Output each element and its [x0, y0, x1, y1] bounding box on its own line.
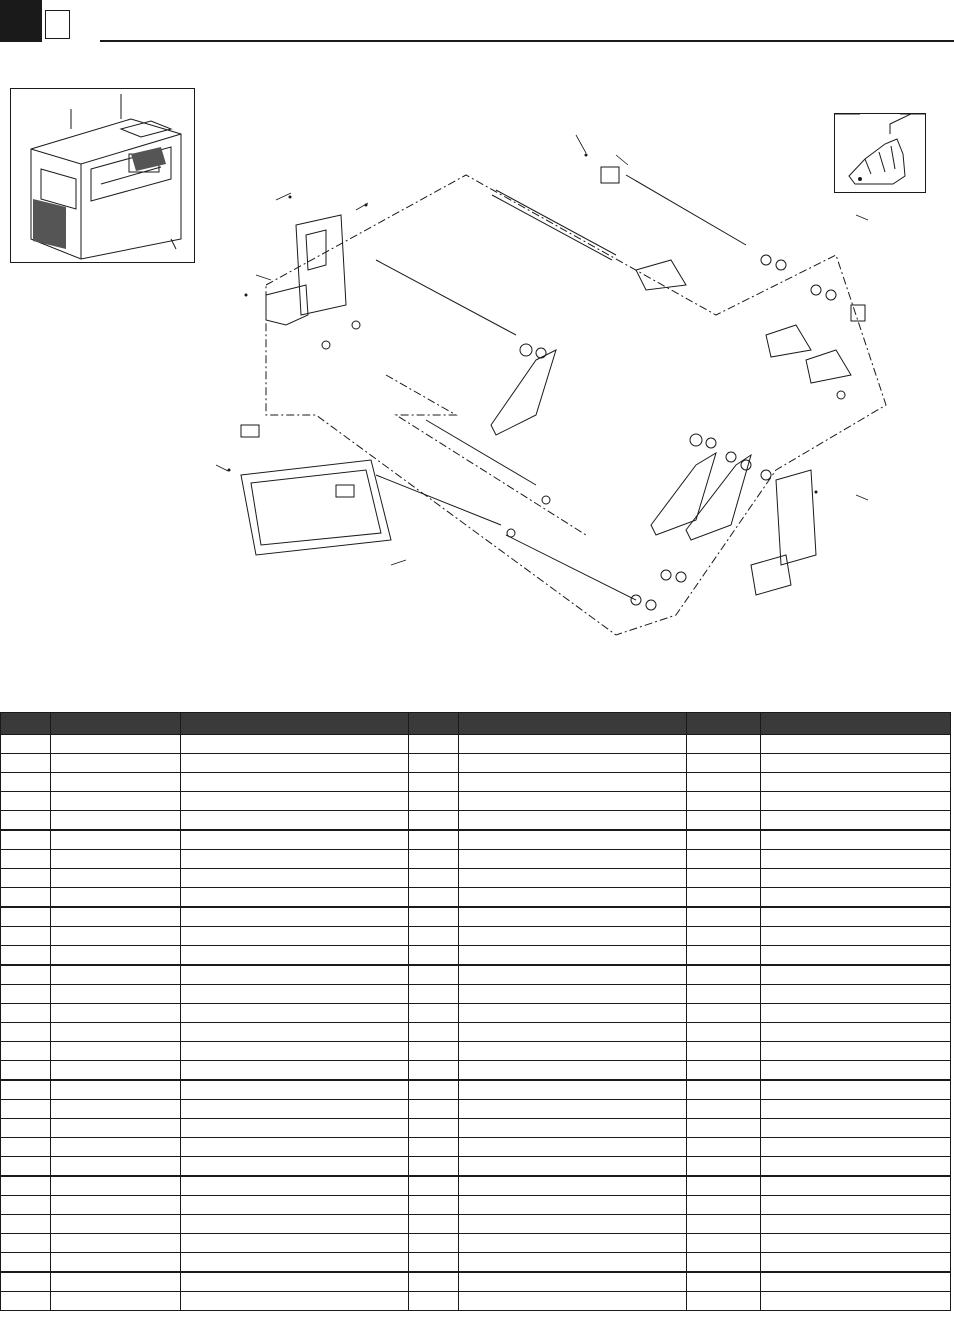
table-cell	[459, 1080, 687, 1100]
table-cell	[459, 946, 687, 966]
table-row	[1, 1253, 951, 1273]
table-cell	[51, 1234, 181, 1253]
table-row	[1, 735, 951, 754]
table-cell	[409, 1234, 459, 1253]
table-cell	[1, 773, 51, 792]
table-cell	[459, 1119, 687, 1138]
table-cell	[409, 754, 459, 773]
table-cell	[1, 1157, 51, 1177]
table-cell	[459, 1042, 687, 1061]
table-cell	[409, 1080, 459, 1100]
table-row	[1, 754, 951, 773]
table-cell	[761, 773, 951, 792]
table-row	[1, 830, 951, 850]
table-cell	[51, 754, 181, 773]
table-cell	[409, 907, 459, 927]
col-header-1	[1, 713, 51, 735]
table-cell	[687, 1138, 761, 1157]
table-cell	[459, 773, 687, 792]
table-row	[1, 1080, 951, 1100]
table-cell	[181, 1157, 409, 1177]
table-cell	[51, 1119, 181, 1138]
table-cell	[761, 907, 951, 927]
table-cell	[51, 927, 181, 946]
table-cell	[409, 1272, 459, 1292]
table-cell	[459, 735, 687, 754]
table-cell	[1, 811, 51, 831]
table-cell	[51, 1042, 181, 1061]
table-row	[1, 1196, 951, 1215]
header-rule	[100, 40, 954, 42]
table-cell	[761, 927, 951, 946]
table-row	[1, 1157, 951, 1177]
table-cell	[761, 830, 951, 850]
table-cell	[687, 1292, 761, 1311]
table-cell	[761, 1119, 951, 1138]
table-cell	[1, 927, 51, 946]
table-cell	[51, 1157, 181, 1177]
table-row	[1, 1234, 951, 1253]
table-cell	[687, 1196, 761, 1215]
table-cell	[761, 1176, 951, 1196]
table-cell	[761, 1196, 951, 1215]
table-row	[1, 927, 951, 946]
table-cell	[1, 1119, 51, 1138]
table-cell	[181, 1176, 409, 1196]
table-cell	[761, 792, 951, 811]
table-cell	[1, 1042, 51, 1061]
table-cell	[51, 773, 181, 792]
table-cell	[459, 1100, 687, 1119]
table-cell	[181, 1061, 409, 1081]
table-cell	[181, 1196, 409, 1215]
table-cell	[687, 965, 761, 985]
table-cell	[687, 1042, 761, 1061]
table-cell	[51, 1004, 181, 1023]
table-cell	[761, 869, 951, 888]
table-cell	[1, 735, 51, 754]
table-cell	[459, 850, 687, 869]
table-cell	[51, 946, 181, 966]
col-header-5	[459, 713, 687, 735]
table-cell	[1, 1004, 51, 1023]
table-cell	[409, 1138, 459, 1157]
table-cell	[459, 1004, 687, 1023]
table-cell	[687, 1272, 761, 1292]
table-cell	[409, 965, 459, 985]
table-cell	[181, 830, 409, 850]
table-cell	[1, 1253, 51, 1273]
table-cell	[409, 869, 459, 888]
table-cell	[181, 1215, 409, 1234]
table-cell	[181, 850, 409, 869]
table-cell	[51, 1080, 181, 1100]
table-cell	[761, 1061, 951, 1081]
table-cell	[687, 907, 761, 927]
table-cell	[181, 1080, 409, 1100]
table-cell	[181, 869, 409, 888]
table-cell	[761, 1253, 951, 1273]
table-cell	[687, 830, 761, 850]
table-row	[1, 1138, 951, 1157]
table-cell	[409, 1157, 459, 1177]
table-cell	[761, 811, 951, 831]
table-cell	[687, 1100, 761, 1119]
table-cell	[409, 927, 459, 946]
table-cell	[761, 1234, 951, 1253]
table-cell	[687, 1253, 761, 1273]
table-row	[1, 1023, 951, 1042]
table-cell	[1, 1100, 51, 1119]
table-cell	[1, 965, 51, 985]
table-cell	[687, 985, 761, 1004]
table-cell	[181, 1234, 409, 1253]
table-cell	[459, 754, 687, 773]
table-cell	[409, 888, 459, 908]
col-header-3	[181, 713, 409, 735]
machine-illustration	[11, 89, 194, 262]
table-cell	[409, 792, 459, 811]
table-cell	[459, 927, 687, 946]
table-cell	[687, 888, 761, 908]
col-header-4	[409, 713, 459, 735]
table-cell	[687, 1004, 761, 1023]
table-cell	[459, 1138, 687, 1157]
table-cell	[51, 1061, 181, 1081]
table-cell	[409, 1196, 459, 1215]
table-cell	[459, 907, 687, 927]
table-cell	[761, 1004, 951, 1023]
table-cell	[459, 1253, 687, 1273]
section-index-box	[45, 10, 70, 39]
table-cell	[51, 869, 181, 888]
table-cell	[1, 1023, 51, 1042]
table-cell	[761, 1157, 951, 1177]
table-cell	[181, 773, 409, 792]
table-cell	[687, 869, 761, 888]
table-cell	[459, 985, 687, 1004]
table-cell	[1, 850, 51, 869]
table-cell	[687, 1080, 761, 1100]
table-header-row	[1, 713, 951, 735]
table-cell	[181, 946, 409, 966]
table-cell	[1, 792, 51, 811]
table-cell	[459, 1292, 687, 1311]
table-cell	[51, 1138, 181, 1157]
table-cell	[409, 1119, 459, 1138]
table-cell	[409, 1100, 459, 1119]
table-row	[1, 869, 951, 888]
table-cell	[51, 888, 181, 908]
table-cell	[51, 1292, 181, 1311]
table-cell	[1, 946, 51, 966]
table-cell	[761, 965, 951, 985]
table-cell	[1, 1176, 51, 1196]
table-cell	[51, 1100, 181, 1119]
table-cell	[51, 965, 181, 985]
table-cell	[51, 1196, 181, 1215]
table-cell	[181, 1292, 409, 1311]
table-cell	[181, 1272, 409, 1292]
table-cell	[761, 1138, 951, 1157]
table-cell	[181, 735, 409, 754]
table-cell	[51, 1176, 181, 1196]
table-cell	[409, 830, 459, 850]
table-cell	[1, 888, 51, 908]
table-cell	[687, 927, 761, 946]
table-cell	[181, 1138, 409, 1157]
table-cell	[761, 1023, 951, 1042]
table-cell	[1, 985, 51, 1004]
table-row	[1, 1061, 951, 1081]
table-cell	[459, 1023, 687, 1042]
table-row	[1, 1272, 951, 1292]
machine-overview-thumbnail	[10, 88, 195, 263]
table-cell	[687, 1061, 761, 1081]
table-cell	[459, 1215, 687, 1234]
table-row	[1, 850, 951, 869]
table-cell	[761, 1272, 951, 1292]
table-cell	[181, 888, 409, 908]
table-row	[1, 946, 951, 966]
table-cell	[51, 907, 181, 927]
table-cell	[51, 985, 181, 1004]
table-cell	[761, 1080, 951, 1100]
col-header-2	[51, 713, 181, 735]
table-cell	[181, 811, 409, 831]
table-cell	[181, 1023, 409, 1042]
table-cell	[687, 735, 761, 754]
table-cell	[51, 850, 181, 869]
table-cell	[409, 1292, 459, 1311]
table-cell	[181, 1042, 409, 1061]
table-cell	[181, 965, 409, 985]
table-cell	[51, 1023, 181, 1042]
table-row	[1, 965, 951, 985]
table-cell	[459, 869, 687, 888]
table-row	[1, 792, 951, 811]
col-header-6	[687, 713, 761, 735]
table-cell	[1, 830, 51, 850]
table-cell	[181, 1004, 409, 1023]
table-cell	[51, 735, 181, 754]
table-cell	[181, 1253, 409, 1273]
table-cell	[687, 1234, 761, 1253]
table-row	[1, 1215, 951, 1234]
table-cell	[459, 830, 687, 850]
table-row	[1, 1176, 951, 1196]
table-cell	[1, 869, 51, 888]
table-cell	[51, 1272, 181, 1292]
table-cell	[181, 792, 409, 811]
table-cell	[761, 888, 951, 908]
table-row	[1, 1292, 951, 1311]
table-cell	[687, 1215, 761, 1234]
table-cell	[687, 1157, 761, 1177]
table-cell	[761, 1100, 951, 1119]
table-cell	[409, 1023, 459, 1042]
table-cell	[459, 1157, 687, 1177]
table-cell	[687, 792, 761, 811]
table-row	[1, 1042, 951, 1061]
table-cell	[761, 1292, 951, 1311]
table-row	[1, 1100, 951, 1119]
table-cell	[181, 927, 409, 946]
table-cell	[181, 1100, 409, 1119]
table-cell	[459, 888, 687, 908]
table-cell	[1, 1272, 51, 1292]
table-cell	[1, 1196, 51, 1215]
table-cell	[409, 1042, 459, 1061]
table-cell	[687, 946, 761, 966]
table-cell	[1, 1292, 51, 1311]
table-cell	[1, 907, 51, 927]
exploded-parts-diagram	[196, 115, 896, 645]
table-cell	[409, 1061, 459, 1081]
table-cell	[409, 1004, 459, 1023]
table-cell	[459, 1196, 687, 1215]
table-cell	[687, 773, 761, 792]
table-row	[1, 1119, 951, 1138]
table-cell	[51, 811, 181, 831]
table-cell	[51, 830, 181, 850]
table-cell	[409, 850, 459, 869]
table-cell	[51, 792, 181, 811]
table-cell	[1, 1138, 51, 1157]
table-cell	[1, 1061, 51, 1081]
table-cell	[51, 1215, 181, 1234]
table-cell	[687, 1023, 761, 1042]
table-cell	[687, 850, 761, 869]
table-cell	[181, 754, 409, 773]
col-header-7	[761, 713, 951, 735]
table-cell	[687, 1176, 761, 1196]
table-cell	[1, 1080, 51, 1100]
table-row	[1, 985, 951, 1004]
table-cell	[459, 1272, 687, 1292]
table-cell	[459, 811, 687, 831]
table-cell	[409, 811, 459, 831]
table-cell	[761, 754, 951, 773]
table-cell	[409, 1253, 459, 1273]
table-cell	[761, 946, 951, 966]
table-cell	[687, 754, 761, 773]
section-tab	[0, 0, 42, 42]
table-cell	[1, 1234, 51, 1253]
table-row	[1, 811, 951, 831]
table-row	[1, 907, 951, 927]
parts-list-table	[0, 712, 951, 1311]
table-cell	[1, 754, 51, 773]
table-cell	[761, 1042, 951, 1061]
table-cell	[459, 965, 687, 985]
table-cell	[181, 985, 409, 1004]
table-cell	[51, 1253, 181, 1273]
table-cell	[409, 773, 459, 792]
table-cell	[409, 946, 459, 966]
table-cell	[409, 735, 459, 754]
table-cell	[761, 850, 951, 869]
table-cell	[761, 735, 951, 754]
table-cell	[409, 1176, 459, 1196]
table-cell	[459, 1176, 687, 1196]
table-cell	[687, 1119, 761, 1138]
table-cell	[181, 907, 409, 927]
table-cell	[409, 1215, 459, 1234]
table-cell	[687, 811, 761, 831]
table-row	[1, 888, 951, 908]
table-cell	[761, 985, 951, 1004]
table-cell	[181, 1119, 409, 1138]
table-cell	[459, 1234, 687, 1253]
table-body	[1, 735, 951, 1311]
table-cell	[409, 985, 459, 1004]
table-cell	[459, 1061, 687, 1081]
table-row	[1, 1004, 951, 1023]
table-cell	[1, 1215, 51, 1234]
table-row	[1, 773, 951, 792]
table-cell	[761, 1215, 951, 1234]
table-cell	[459, 792, 687, 811]
